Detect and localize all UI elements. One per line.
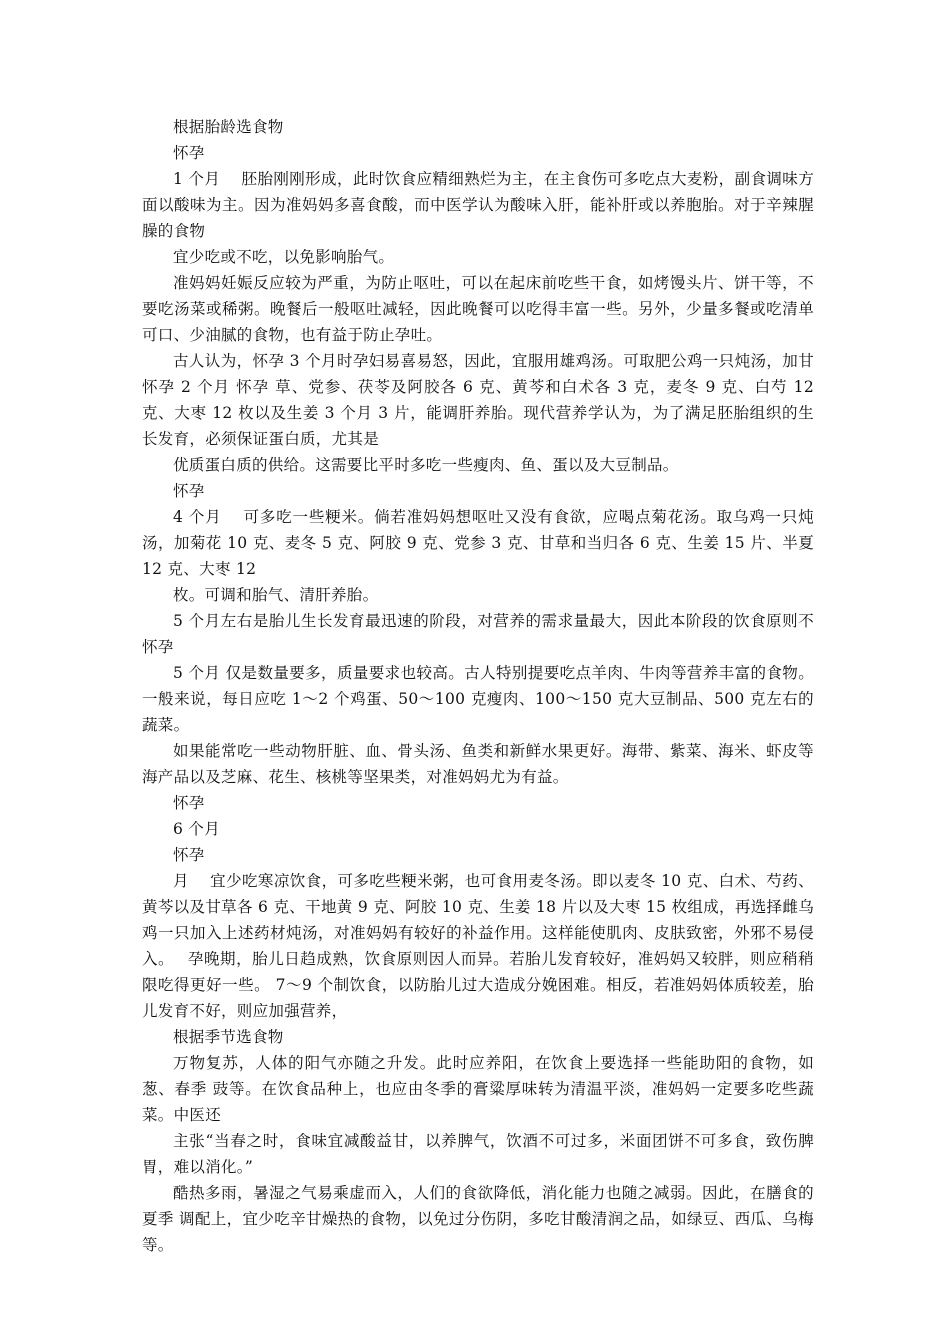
paragraph: 主张“当春之时，食味宜减酸益甘，以养脾气，饮酒不可过多，米面团饼不可多食，致伤脾胃，难以消化。” bbox=[142, 1132, 814, 1176]
paragraph: 4 个月 可多吃一些粳米。倘若准妈妈想呕吐又没有食欲，应喝点菊花汤。取乌鸡一只炖汤，加菊花 10 克、麦冬 5 克、阿胶 9 克、党参 3 克、甘草和当归各 6 克、生姜 15 片、半夏 12 克、大枣 12 bbox=[142, 508, 814, 578]
paragraph: 6 个月 bbox=[173, 820, 220, 838]
paragraph: 5 个月 仅是数量要多，质量要求也较高。古人特别提要吃点羊肉、牛肉等营养丰富的食物。 一般来说，每日应吃 1～2 个鸡蛋、50～100 克瘦肉、100～150 克大豆制品、500 克左右的蔬菜。 bbox=[142, 664, 814, 734]
paragraph: 月 宜少吃寒凉饮食，可多吃些粳米粥，也可食用麦冬汤。即以麦冬 10 克、白术、芍药、黄芩以及甘草各 6 克、干地黄 9 克、阿胶 10 克、生姜 18 片以及大枣 15 枚组成，再选择雌乌鸡一只加入上述药材炖汤，对准妈妈有较好的补益作用。这样能使肌肉、皮肤致密，外邪不易侵入。 孕晚期，胎儿日趋成熟，饮食原则因人而异。若胎儿发育较好，准妈妈又较胖，则应稍稍限吃得更好一些。 7～9 个制饮食，以防胎儿过大造成分娩困难。相反，若准妈妈体质较差，胎儿发育不好，则应加强营养， bbox=[142, 872, 814, 1020]
paragraph: 枚。可调和胎气、清肝养胎。 bbox=[173, 586, 379, 604]
paragraph: 5 个月左右是胎儿生长发育最迅速的阶段，对营养的需求量最大，因此本阶段的饮食原则不怀孕 bbox=[142, 612, 814, 656]
document-body bbox=[142, 114, 814, 1258]
paragraph: 1 个月 胚胎刚刚形成，此时饮食应精细熟烂为主，在主食伤可多吃点大麦粉，副食调味方面以酸味为主。因为准妈妈多喜食酸，而中医学认为酸味入肝，能补肝或以养胞胎。对于辛辣腥臊的食物 bbox=[142, 170, 814, 240]
paragraph: 怀孕 bbox=[173, 846, 205, 864]
paragraph: 怀孕 bbox=[173, 144, 205, 162]
paragraph: 酷热多雨，暑湿之气易乘虚而入，人们的食欲降低，消化能力也随之减弱。因此，在膳食的夏季 调配上，宜少吃辛甘燥热的食物，以免过分伤阴，多吃甘酸清润之品，如绿豆、西瓜、乌梅等。 bbox=[142, 1184, 814, 1254]
paragraph: 宜少吃或不吃，以免影响胎气。 bbox=[173, 248, 395, 266]
paragraph: 如果能常吃一些动物肝脏、血、骨头汤、鱼类和新鲜水果更好。海带、紫菜、海米、虾皮等海产品以及芝麻、花生、核桃等坚果类，对准妈妈尤为有益。 bbox=[142, 742, 814, 786]
paragraph: 怀孕 bbox=[173, 794, 205, 812]
paragraph: 万物复苏，人体的阳气亦随之升发。此时应养阳，在饮食上要选择一些能助阳的食物，如葱、春季 豉等。在饮食品种上，也应由冬季的膏粱厚味转为清温平淡，准妈妈一定要多吃些蔬菜。中医还 bbox=[142, 1054, 814, 1124]
section-heading-season: 根据季节选食物 bbox=[173, 1028, 284, 1046]
section-heading-fetal-age: 根据胎龄选食物 bbox=[173, 118, 284, 136]
paragraph: 准妈妈妊娠反应较为严重，为防止呕吐，可以在起床前吃些干食，如烤馒头片、饼干等，不要吃汤菜或稀粥。晚餐后一般呕吐减轻，因此晚餐可以吃得丰富一些。另外，少量多餐或吃清单可口、少油腻的食物，也有益于防止孕吐。 bbox=[142, 274, 814, 344]
paragraph: 怀孕 bbox=[173, 482, 205, 500]
paragraph: 古人认为，怀孕 3 个月时孕妇易喜易怒，因此，宜服用雄鸡汤。可取肥公鸡一只炖汤，加甘怀孕 2 个月 怀孕 草、党参、茯苓及阿胶各 6 克、黄芩和白术各 3 克，麦冬 9 克、白芍 12 克、大枣 12 枚以及生姜 3 个月 3 片，能调肝养胎。现代营养学认为，为了满足胚胎组织的生长发育，必须保证蛋白质，尤其是 bbox=[142, 352, 814, 448]
paragraph: 优质蛋白质的供给。这需要比平时多吃一些瘦肉、鱼、蛋以及大豆制品。 bbox=[173, 456, 679, 474]
